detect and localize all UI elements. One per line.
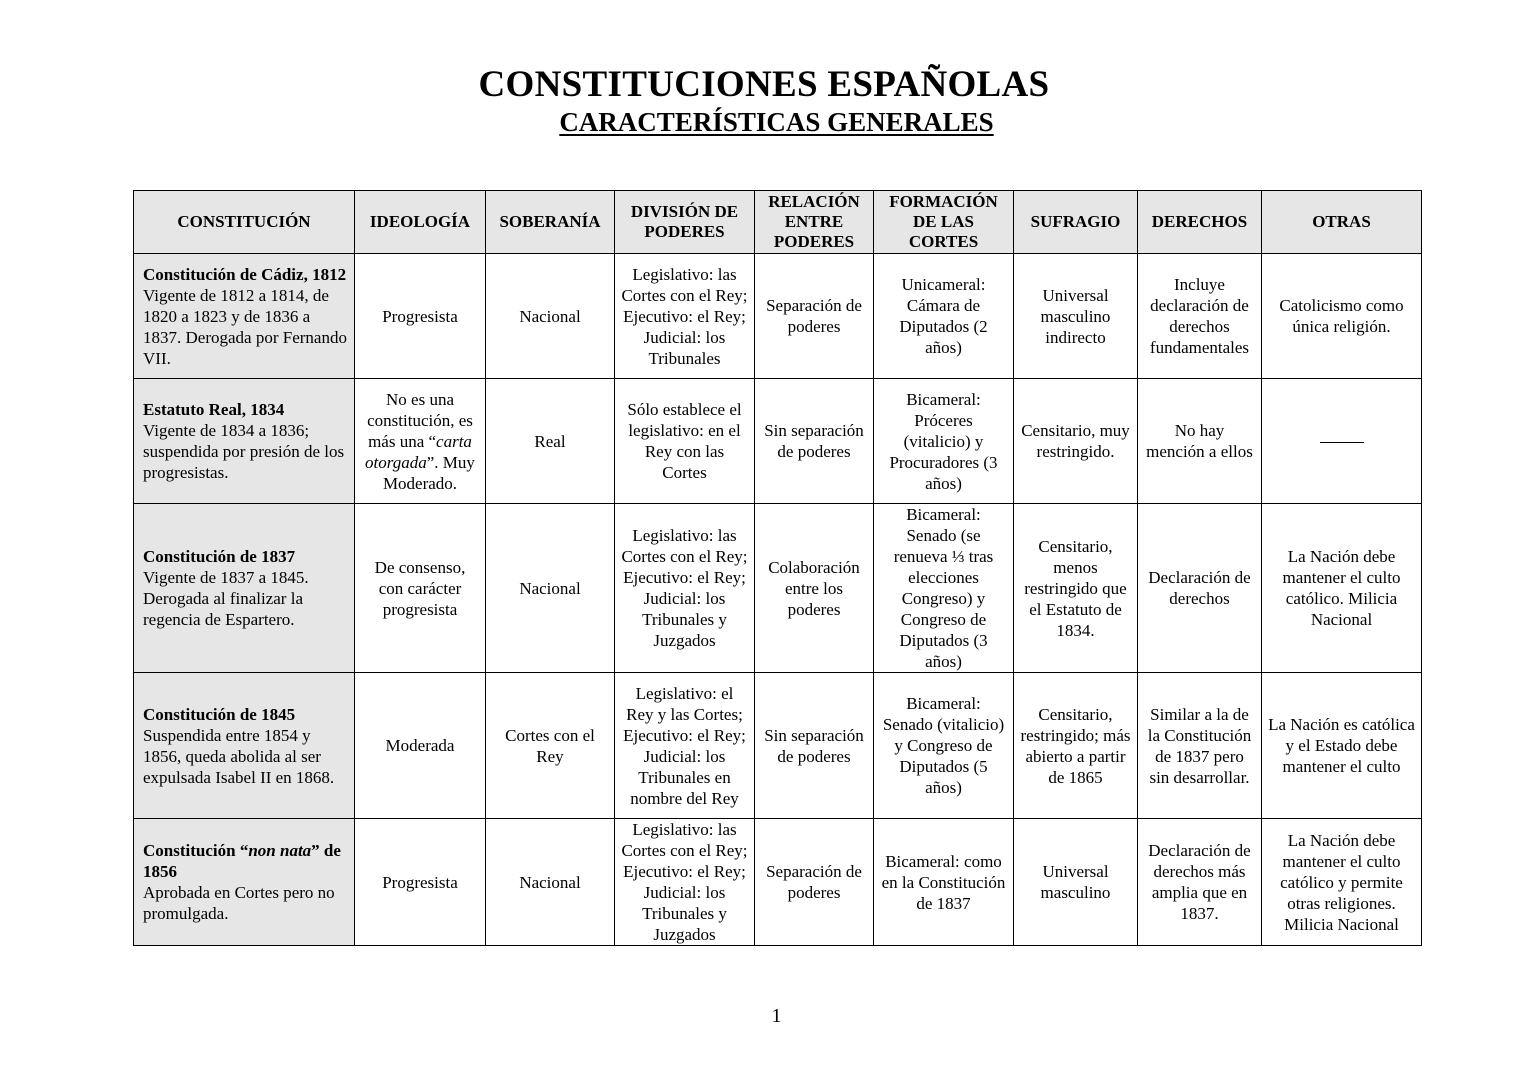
table-row — [134, 254, 1422, 379]
relacion-cell: Colaboración entre los poderes — [755, 504, 874, 673]
page-title: CONSTITUCIONES ESPAÑOLAS — [478, 64, 1050, 105]
page-subtitle-text: CARACTERÍSTICAS GENERALES — [559, 107, 994, 137]
division-cell: Legislativo: las Cortes con el Rey; Ejecutivo: el Rey; Judicial: los Tribunales y Juzgados — [615, 504, 755, 673]
ideologia-cell: Progresista — [355, 254, 486, 379]
table-row — [134, 504, 1422, 673]
table-row — [134, 819, 1422, 946]
table-row — [134, 379, 1422, 504]
soberania-cell: Nacional — [486, 504, 615, 673]
constitution-name: Constitución de 1837 — [143, 547, 296, 566]
division-cell: Legislativo: el Rey y las Cortes; Ejecutivo: el Rey; Judicial: los Tribunales en nombre del Rey — [615, 673, 755, 819]
otras-cell: La Nación debe mantener el culto católico y permite otras religiones. Milicia Nacional — [1262, 819, 1422, 946]
soberania-cell: Real — [486, 379, 615, 504]
sufragio-cell: Censitario, menos restringido que el Estatuto de 1834. — [1014, 504, 1138, 673]
constitution-cell — [134, 254, 355, 379]
constitution-name — [143, 840, 348, 882]
header-division: DIVISIÓN DE PODERES — [615, 191, 755, 254]
ideologia-text-end: ”. Muy Moderado. — [382, 452, 475, 493]
ideologia-cell: Progresista — [355, 819, 486, 946]
constitution-name-text: Constitución “ — [143, 841, 249, 860]
header-otras: OTRAS — [1262, 191, 1422, 254]
constitution-name: Constitución de 1845 — [143, 704, 296, 724]
sufragio-cell: Censitario, muy restringido. — [1014, 379, 1138, 504]
header-derechos: DERECHOS — [1138, 191, 1262, 254]
header-constitucion: CONSTITUCIÓN — [134, 191, 355, 254]
page-subtitle — [0, 104, 1528, 140]
division-cell: Sólo establece el legislativo: en el Rey con las Cortes — [615, 379, 755, 504]
constitution-cell — [134, 819, 355, 946]
formacion-cell: Unicameral: Cámara de Diputados (2 años) — [874, 254, 1014, 379]
relacion-cell: Separación de poderes — [755, 254, 874, 379]
header-sufragio: SUFRAGIO — [1014, 191, 1138, 254]
ideologia-emphasis: carta otorgada — [365, 431, 472, 472]
otras-cell: La Nación es católica y el Estado debe mantener el culto — [1262, 673, 1422, 819]
sufragio-cell: Censitario, restringido; más abierto a partir de 1865 — [1014, 673, 1138, 819]
derechos-cell: No hay mención a ellos — [1138, 379, 1262, 504]
otras-cell: Catolicismo como única religión. — [1262, 254, 1422, 379]
constitution-name: Constitución de Cádiz, 1812 — [143, 264, 347, 284]
header-ideologia: IDEOLOGÍA — [355, 191, 486, 254]
soberania-cell: Cortes con el Rey — [486, 673, 615, 819]
ideologia-cell: De consenso, con carácter progresista — [355, 504, 486, 673]
ideologia-text: No es una constitución, es más una “ — [367, 389, 473, 451]
table-row — [134, 673, 1422, 819]
constitution-description: Vigente de 1834 a 1836; suspendida por presión de los progresistas. — [143, 421, 345, 482]
derechos-cell: Declaración de derechos — [1138, 504, 1262, 673]
header-relacion: RELACIÓN ENTRE PODERES — [755, 191, 874, 254]
constitution-description: Vigente de 1837 a 1845. Derogada al finalizar la regencia de Espartero. — [143, 568, 309, 629]
soberania-cell: Nacional — [486, 254, 615, 379]
otras-cell: La Nación debe mantener el culto católico. Milicia Nacional — [1262, 504, 1422, 673]
constitution-description: Suspendida entre 1854 y 1856, queda abolida al ser expulsada Isabel II en 1868. — [143, 725, 335, 787]
page-number: 1 — [771, 1005, 782, 1027]
relacion-cell: Sin separación de poderes — [755, 379, 874, 504]
constitution-cell — [134, 673, 355, 819]
header-formacion: FORMACIÓN DE LAS CORTES — [874, 191, 1014, 254]
division-cell: Legislativo: las Cortes con el Rey; Ejecutivo: el Rey; Judicial: los Tribunales y Juzgados — [615, 819, 755, 946]
otras-cell — [1262, 379, 1422, 504]
soberania-cell: Nacional — [486, 819, 615, 946]
formacion-cell: Bicameral: Próceres (vitalicio) y Procuradores (3 años) — [874, 379, 1014, 504]
constitution-name: Estatuto Real, 1834 — [143, 400, 285, 419]
empty-dash — [1320, 442, 1364, 443]
sufragio-cell: Universal masculino — [1014, 819, 1138, 946]
sufragio-cell: Universal masculino indirecto — [1014, 254, 1138, 379]
constitution-name-emphasis: non nata — [248, 841, 312, 860]
division-cell: Legislativo: las Cortes con el Rey; Ejecutivo: el Rey; Judicial: los Tribunales — [615, 254, 755, 379]
formacion-cell: Bicameral: Senado (se renueva ⅓ tras elecciones Congreso) y Congreso de Diputados (3 años) — [874, 504, 1014, 673]
table-header-row — [134, 191, 1422, 254]
header-soberania: SOBERANÍA — [486, 191, 615, 254]
ideologia-cell — [355, 379, 486, 504]
derechos-cell: Declaración de derechos más amplia que en 1837. — [1138, 819, 1262, 946]
constitution-description: Vigente de 1812 a 1814, de 1820 a 1823 y de 1836 a 1837. Derogada por Fernando VII. — [143, 285, 347, 368]
constitution-cell — [134, 504, 355, 673]
constitution-name-text-end: ” de 1856 — [143, 841, 341, 881]
formacion-cell: Bicameral: Senado (vitalicio) y Congreso de Diputados (5 años) — [874, 673, 1014, 819]
formacion-cell: Bicameral: como en la Constitución de 1837 — [874, 819, 1014, 946]
constitution-cell — [134, 379, 355, 504]
relacion-cell: Separación de poderes — [755, 819, 874, 946]
derechos-cell: Incluye declaración de derechos fundamentales — [1138, 254, 1262, 379]
ideologia-cell: Moderada — [355, 673, 486, 819]
relacion-cell: Sin separación de poderes — [755, 673, 874, 819]
constitution-description: Aprobada en Cortes pero no promulgada. — [143, 883, 335, 923]
derechos-cell: Similar a la de la Constitución de 1837 pero sin desarrollar. — [1138, 673, 1262, 819]
constitutions-table — [133, 190, 1422, 946]
